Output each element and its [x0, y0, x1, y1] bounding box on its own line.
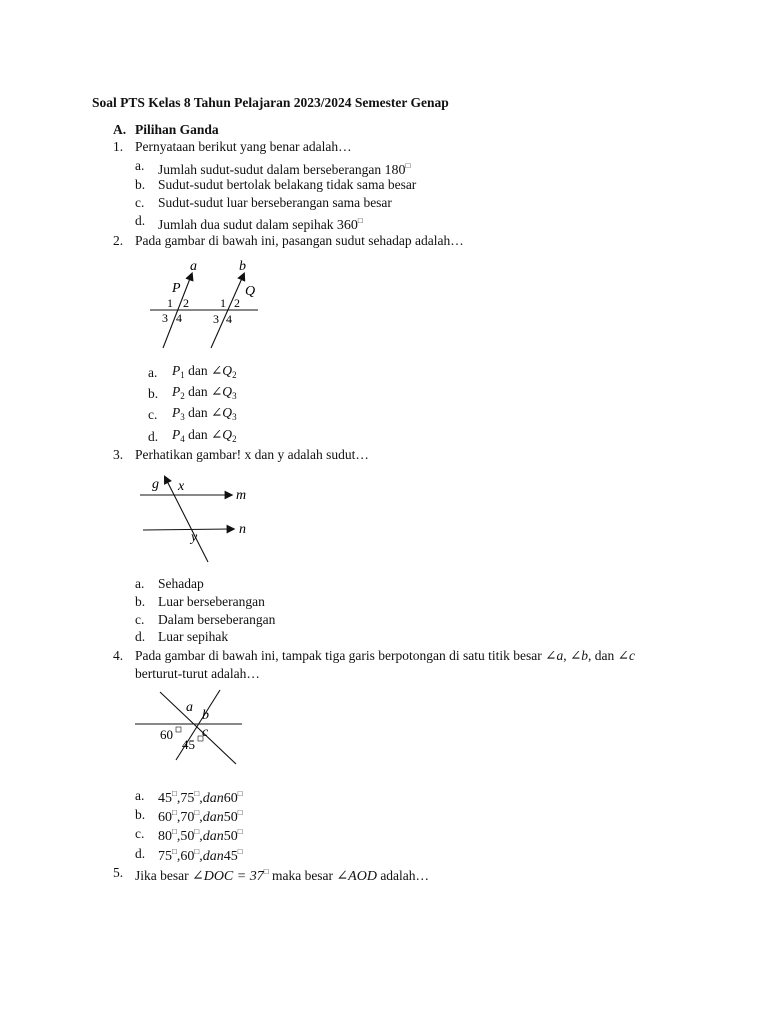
q4-b-v2: 70	[180, 810, 195, 825]
degree-symbol: □	[172, 808, 177, 817]
document-title: Soal PTS Kelas 8 Tahun Pelajaran 2023/2024 Semester Genap	[92, 95, 449, 110]
degree-symbol: □	[263, 867, 269, 876]
q1-option-b-letter: b.	[135, 177, 146, 192]
q3-option-b-letter: b.	[135, 594, 146, 609]
q5-text-after: adalah…	[380, 868, 430, 883]
q4-b-dan: dan	[202, 810, 224, 825]
section-label: Pilihan Ganda	[135, 122, 219, 137]
degree-symbol: □	[172, 827, 177, 836]
q4-option-c: 80□,50□,dan50□	[158, 827, 243, 844]
p-angle-3: 3	[162, 311, 168, 325]
label-g: g	[152, 477, 159, 492]
q4-c-v3: 50	[223, 829, 238, 844]
p-angle-1: 1	[167, 296, 173, 310]
q3-option-d-letter: d.	[135, 629, 146, 644]
q3-option-c-letter: c.	[135, 612, 145, 627]
q-angle-2: 2	[234, 296, 240, 310]
q2-a-p: P	[172, 363, 181, 378]
q1-option-a-letter: a.	[135, 158, 145, 173]
q4-number: 4.	[113, 648, 124, 663]
q4-b-v3: 50	[223, 810, 238, 825]
q4-option-a-letter: a.	[135, 788, 145, 803]
degree-symbol: □	[172, 847, 177, 856]
q2-b-dan: dan	[188, 384, 208, 399]
q3-option-b-text: Luar berseberangan	[158, 594, 265, 609]
q1-option-a-value: 180	[384, 163, 406, 178]
q4-dan: , dan	[588, 648, 615, 663]
section-letter: A.	[113, 122, 127, 137]
q-angle-1: 1	[220, 296, 226, 310]
degree-symbol: □	[194, 789, 200, 798]
q3-option-d-text: Luar sepihak	[158, 629, 229, 644]
q5-text-before: Jika besar	[135, 868, 189, 883]
degree-symbol: □	[405, 161, 411, 170]
q5-expr: ∠DOC = 37	[191, 869, 264, 884]
q2-d-dan: dan	[188, 427, 208, 442]
q2-d-p: P	[172, 427, 181, 442]
degree-symbol: □	[194, 808, 200, 817]
label-q: Q	[245, 284, 256, 299]
q2-a-qsub: 2	[232, 370, 237, 380]
q1-option-c-text: Sudut-sudut luar berseberangan sama besar	[158, 195, 392, 210]
q4-d-v2: 60	[180, 849, 195, 864]
q4-angle-a: ∠a	[545, 648, 564, 663]
q2-number: 2.	[113, 233, 124, 248]
q2-b-qsub: 3	[232, 391, 237, 401]
q1-text: Pernyataan berikut yang benar adalah…	[135, 139, 352, 154]
degree-symbol: □	[194, 827, 200, 836]
q4-option-c-letter: c.	[135, 826, 145, 841]
p-angle-2: 2	[183, 296, 189, 310]
label-a: a	[186, 700, 193, 715]
q4-b-v1: 60	[158, 810, 172, 825]
q4-a-dan: dan	[202, 791, 224, 806]
q-angle-3: 3	[213, 312, 219, 326]
q3-option-a-text: Sehadap	[158, 576, 204, 591]
q5-text	[135, 863, 429, 885]
degree-symbol: □	[237, 789, 243, 798]
label-b: b	[202, 708, 209, 723]
label-45: 45	[182, 737, 195, 752]
degree-symbol: □	[237, 847, 243, 856]
q4-option-b-letter: b.	[135, 807, 146, 822]
q4-d-v1: 75	[158, 849, 172, 864]
label-60: 60	[160, 727, 173, 742]
q1-option-d-value: 360	[336, 218, 358, 233]
q4-option-d: 75□,60□,dan45□	[158, 847, 243, 864]
q4-d-v3: 45	[223, 849, 238, 864]
q2-b-q: ∠Q	[211, 384, 233, 399]
q2-c-qsub: 3	[232, 412, 237, 422]
label-x: x	[178, 479, 185, 494]
q4-angle-c: ∠c	[617, 648, 635, 663]
q1-option-d-text: Jumlah dua sudut dalam sepihak	[158, 217, 334, 232]
q2-option-d-letter: d.	[148, 429, 159, 444]
degree-symbol: □	[172, 789, 177, 798]
q2-c-dan: dan	[188, 405, 208, 420]
q4-option-d-letter: d.	[135, 846, 146, 861]
q3-number: 3.	[113, 447, 124, 462]
q2-option-b-letter: b.	[148, 386, 159, 401]
q2-a-q: ∠Q	[211, 363, 233, 378]
q1-option-d-letter: d.	[135, 213, 146, 228]
q2-option-a-letter: a.	[148, 365, 158, 380]
q2-c-q: ∠Q	[211, 405, 233, 420]
q-angle-4: 4	[226, 312, 232, 326]
q4-d-dan: dan	[202, 849, 224, 864]
q2-d-psub: 4	[180, 434, 185, 444]
label-p: P	[172, 281, 181, 296]
q4-c-v2: 50	[180, 829, 195, 844]
label-b: b	[239, 259, 246, 274]
q4-a-v3: 60	[223, 791, 238, 806]
q2-d-q: ∠Q	[211, 427, 233, 442]
q4-c-v1: 80	[158, 829, 172, 844]
q2-c-psub: 3	[180, 412, 185, 422]
q2-d-qsub: 2	[232, 434, 237, 444]
q5-text-mid: maka besar	[271, 868, 334, 883]
label-c: c	[202, 725, 209, 740]
degree-symbol: □	[357, 216, 363, 225]
degree-symbol: □	[237, 827, 243, 836]
label-m: m	[236, 488, 247, 503]
q4-option-a: 45□,75□,dan60□	[158, 789, 243, 806]
label-n: n	[239, 522, 246, 537]
q1-option-c-letter: c.	[135, 195, 145, 210]
label-y: y	[191, 530, 198, 545]
q4-a-v2: 75	[180, 791, 195, 806]
q1-option-a-text: Jumlah sudut-sudut dalam berseberangan	[158, 162, 382, 177]
q4-angle-b: ∠b	[569, 648, 589, 663]
q4-comma: ,	[563, 648, 567, 663]
q2-option-c-letter: c.	[148, 407, 158, 422]
q2-a-dan: dan	[188, 363, 208, 378]
degree-mark-60	[176, 727, 181, 732]
q2-text: Pada gambar di bawah ini, pasangan sudut sehadap adalah…	[135, 233, 464, 248]
q4-text-line2: berturut-turut adalah…	[135, 666, 260, 681]
label-a: a	[190, 259, 197, 274]
q2-b-psub: 2	[180, 391, 185, 401]
q2-a-psub: 1	[180, 370, 185, 380]
q1-number: 1.	[113, 139, 124, 154]
q5-expr2: ∠AOD	[336, 869, 377, 884]
degree-symbol: □	[194, 847, 200, 856]
q1-option-b-text: Sudut-sudut bertolak belakang tidak sama besar	[158, 177, 417, 192]
q2-c-p: P	[172, 405, 181, 420]
q3-option-c-text: Dalam berseberangan	[158, 612, 276, 627]
q4-a-v1: 45	[158, 791, 172, 806]
p-angle-4: 4	[176, 311, 182, 325]
q4-text-before: Pada gambar di bawah ini, tampak tiga garis berpotongan di satu titik besar	[135, 648, 542, 663]
q3-text: Perhatikan gambar! x dan y adalah sudut…	[135, 447, 369, 462]
q4-c-dan: dan	[202, 829, 224, 844]
q2-b-p: P	[172, 384, 181, 399]
q5-number: 5.	[113, 865, 124, 880]
degree-symbol: □	[237, 808, 243, 817]
q3-option-a-letter: a.	[135, 576, 145, 591]
q4-option-b: 60□,70□,dan50□	[158, 808, 243, 825]
